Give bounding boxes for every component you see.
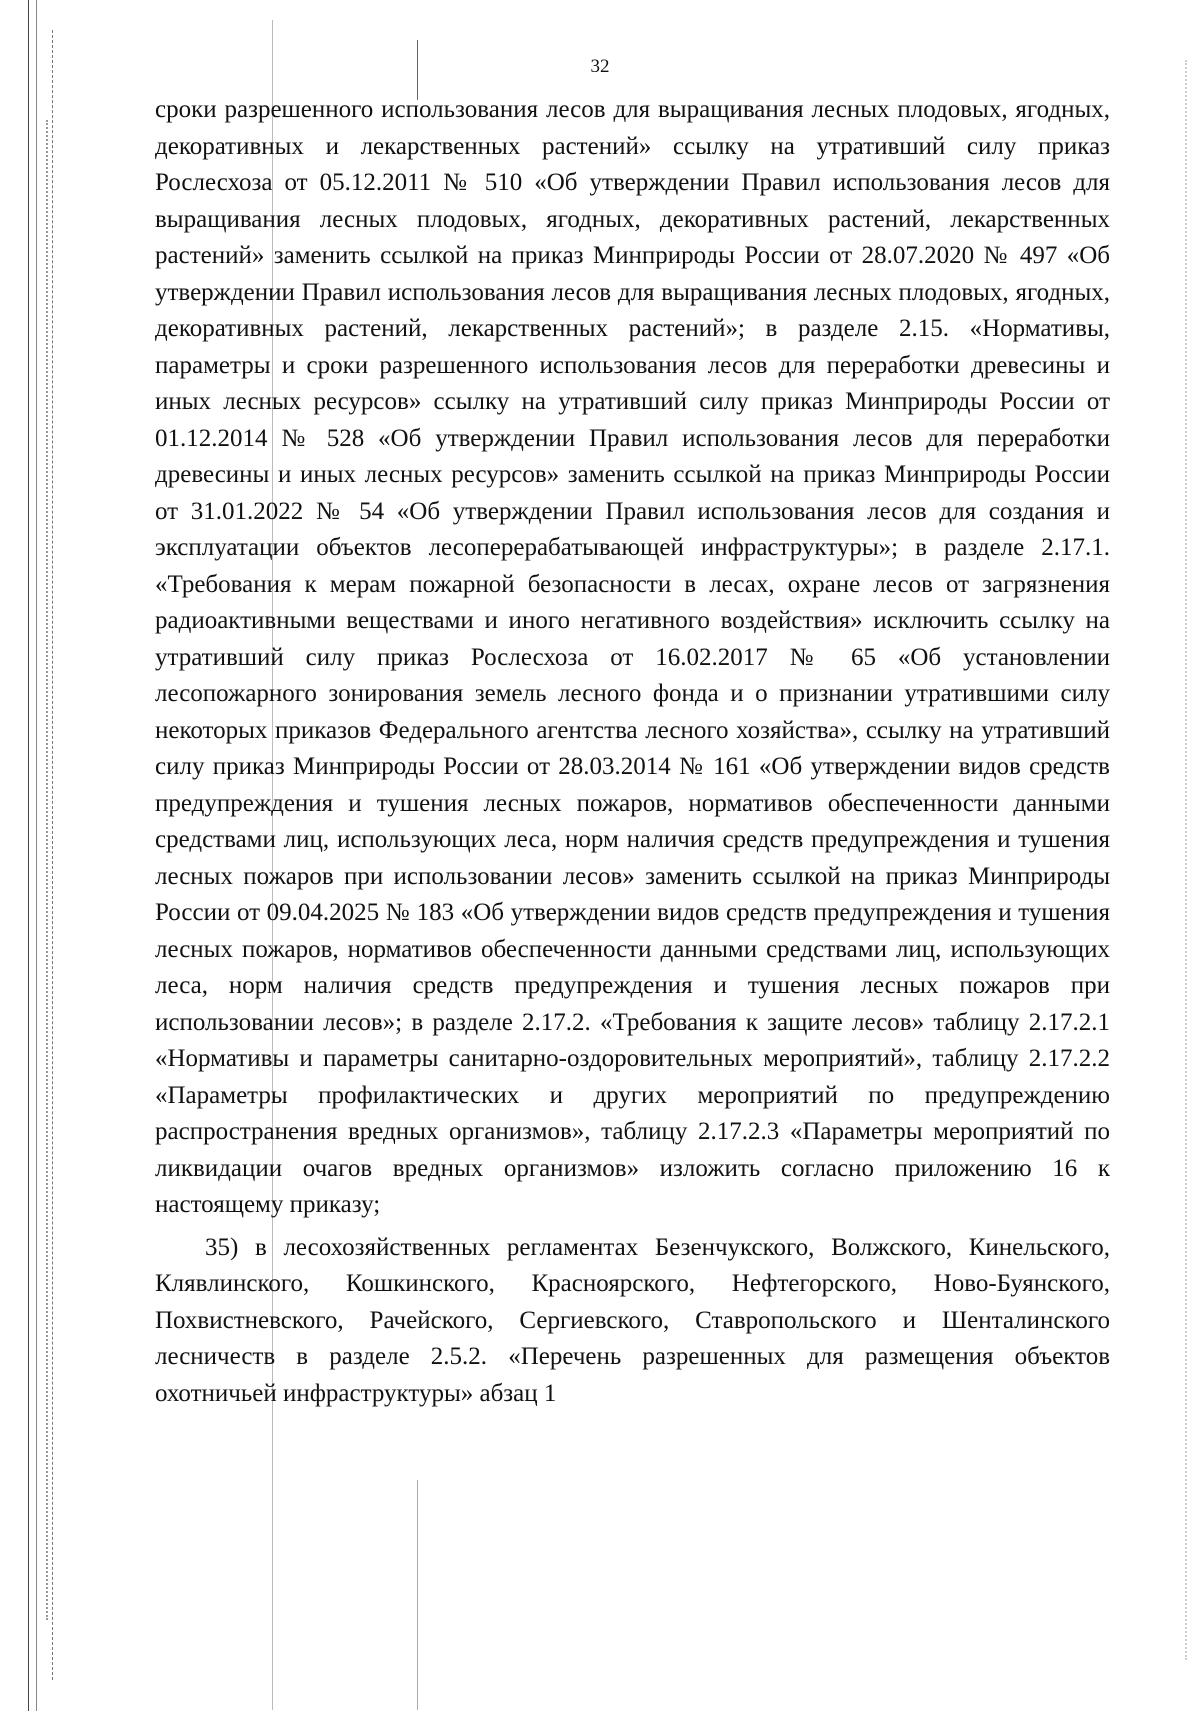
paragraph: 35) в лесохозяйственных регламентах Безенчукского, Волжского, Кинельского, Клявлинского, Кошкинского, Красноярского, Нефтегорского, Ново-Буянского, Похвистневского, Рачейского, Сергиевского, Ставропольского и Шенталинского лесничеств в разделе 2.5.2. «Перечень разрешенных для размещения объектов охотничьей инфраструктуры» абзац 1 — [155, 1233, 1110, 1407]
document-body — [155, 92, 1110, 1412]
scan-margin-line — [36, 0, 37, 1711]
scan-margin-line — [52, 30, 53, 1680]
scan-margin-line — [28, 0, 29, 1711]
scan-margin-line — [46, 120, 48, 1620]
page-number: 32 — [590, 56, 610, 77]
scan-fold-line — [417, 1480, 418, 1710]
paragraph: сроки разрешенного использования лесов для выращивания лесных плодовых, ягодных, декоративных и лекарственных растений» ссылку на утративший силу приказ Рослесхоза от 05.12.2011 № 510 «Об утверждении Правил использования лесов для выращивания лесных плодовых, ягодных, декоративных растений, лекарственных растений» заменить ссылкой на приказ Минприроды России от 28.07.2020 № 497 «Об утверждении Правил использования лесов для выращивания лесных плодовых, ягодных, декоративных растений, лекарственных растений»; в разделе 2.15. «Нормативы, параметры и сроки разрешенного использования лесов для переработки древесины и иных лесных ресурсов» ссылку на утративший силу приказ Минприроды России от 01.12.2014 № 528 «Об утверждении Правил использования лесов для переработки древесины и иных лесных ресурсов» заменить ссылкой на приказ Минприроды России от 31.01.2022 № 54 «Об утверждении Правил использования лесов для создания и эксплуатации объектов лесоперерабатывающей инфраструктуры»; в разделе 2.17.1. «Требования к мерам пожарной безопасности в лесах, охране лесов от загрязнения радиоактивными веществами и иного негативного воздействия» исключить ссылку на утративший силу приказ Рослесхоза от 16.02.2017 № 65 «Об установлении лесопожарного зонирования земель лесного фонда и о признании утратившими силу некоторых приказов Федерального агентства лесного хозяйства», ссылку на утративший силу приказ Минприроды России от 28.03.2014 № 161 «Об утверждении видов средств предупреждения и тушения лесных пожаров, нормативов обеспеченности данными средствами лиц, использующих леса, норм наличия средств предупреждения и тушения лесных пожаров при использовании лесов» заменить ссылкой на приказ Минприроды России от 09.04.2025 № 183 «Об утверждении видов средств предупреждения и тушения лесных пожаров, нормативов обеспеченности данными средствами лиц, использующих леса, норм наличия средств предупреждения и тушения лесных пожаров при использовании лесов»; в разделе 2.17.2. «Требования к защите лесов» таблицу 2.17.2.1 «Нормативы и параметры санитарно-оздоровительных мероприятий», таблицу 2.17.2.2 «Параметры профилактических и других мероприятий по предупреждению распространения вредных организмов», таблицу 2.17.2.3 «Параметры мероприятий по ликвидации очагов вредных организмов» изложить согласно приложению 16 к настоящему приказу; — [155, 96, 1110, 1218]
scan-edge-marks — [1185, 60, 1187, 1660]
